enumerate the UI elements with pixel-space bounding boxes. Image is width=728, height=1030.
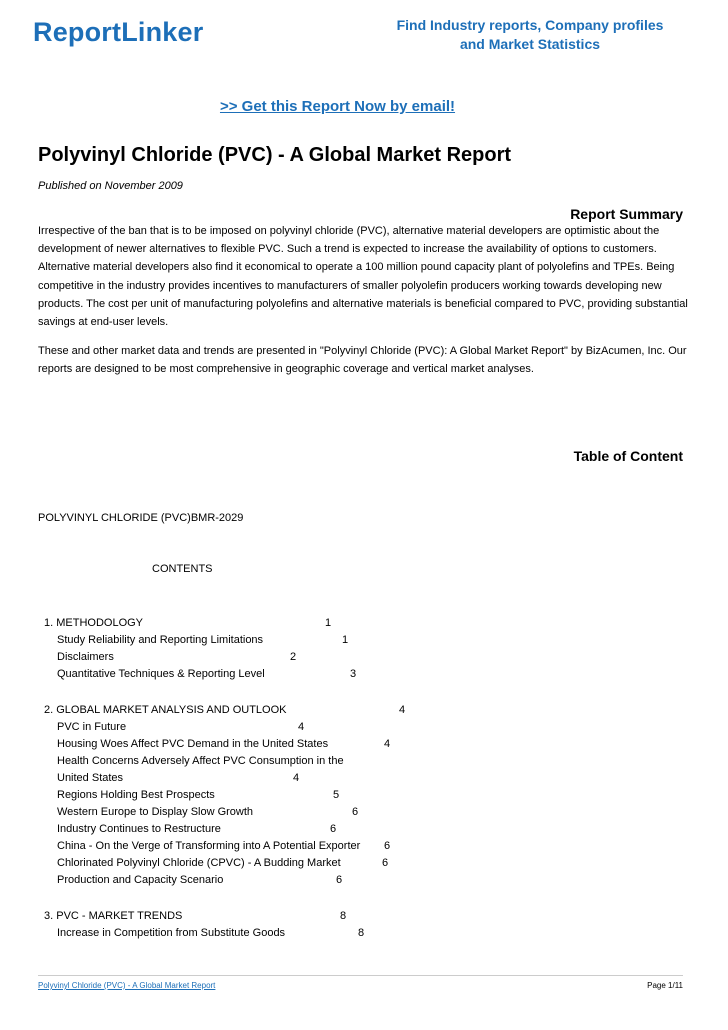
footer-page-number: Page 1/11 [647,981,683,990]
toc-entry: Health Concerns Adversely Affect PVC Consumption in the [57,755,344,767]
toc-entry: Regions Holding Best Prospects [57,789,215,801]
toc-page-number: 6 [330,823,337,835]
report-summary-heading: Report Summary [570,206,683,222]
toc-page-number: 1 [325,617,332,629]
toc-entry: Western Europe to Display Slow Growth [57,806,254,818]
toc-entry: 2. GLOBAL MARKET ANALYSIS AND OUTLOOK [44,704,287,716]
toc-page-number: 6 [352,806,359,818]
reportlinker-logo[interactable]: ReportLinker [33,17,204,47]
footer-divider [38,975,683,976]
tagline-line-2: and Market Statistics [459,36,601,52]
toc-page-number: 1 [342,634,349,646]
toc-entry: PVC in Future [57,721,127,733]
toc-page-number: 4 [384,738,391,750]
toc-entry: Disclaimers [57,651,114,663]
toc-page-number: 8 [358,927,365,939]
toc-entry: 1. METHODOLOGY [44,617,144,629]
toc-entry: Production and Capacity Scenario [57,874,224,886]
toc-page-number: 4 [399,704,406,716]
report-code-line: POLYVINYL CHLORIDE (PVC)BMR-2029 [38,512,244,524]
contents-label: CONTENTS [152,563,213,575]
toc-entry: Chlorinated Polyvinyl Chloride (CPVC) - A Budding Market [57,857,341,869]
toc-page-number: 6 [384,840,391,852]
toc-page-number: 2 [290,651,297,663]
toc-page-number: 3 [350,668,357,680]
toc-page-number: 6 [382,857,389,869]
toc-page-number: 5 [333,789,340,801]
toc-page-number: 4 [293,772,300,784]
toc-entry: Industry Continues to Restructure [57,823,221,835]
summary-paragraph-2: These and other market data and trends are presented in "Polyvinyl Chloride (PVC): A Global Market Report" by BizAcumen, Inc. Our reports are designed to be most comprehensive in geographic coverage and vertical market analyses. [38,345,687,376]
footer-report-link[interactable]: Polyvinyl Chloride (PVC) - A Global Market Report [38,981,216,990]
toc-entry: China - On the Verge of Transforming into A Potential Exporter [57,840,361,852]
table-of-content-heading: Table of Content [573,448,683,464]
toc-page-number: 6 [336,874,343,886]
tagline-line-1: Find Industry reports, Company profiles [396,17,664,33]
toc-page-number: 4 [298,721,305,733]
published-date: Published on November 2009 [38,180,183,192]
toc-entry: Study Reliability and Reporting Limitations [57,634,264,646]
get-report-link[interactable]: >> Get this Report Now by email! [219,98,456,115]
summary-paragraph-1: Irrespective of the ban that is to be imposed on polyvinyl chloride (PVC), alternative material developers are optimistic about the development of newer alternatives to flexible PVC. Such a trend is expected to increase the availability of options to customers. Alternative material developers also find it economical to operate a 100 million pound capacity plant of polyolefins and TPEs. Being competitive in the industry provides incentives to manufacturers of smaller polyolefin producers working towards developing new products. The cost per unit of manufacturing polyolefins and alternative materials is beneficial compared to PVC, providing substantial savings at end-user levels. [38,225,688,329]
report-title: Polyvinyl Chloride (PVC) - A Global Market Report [38,144,512,166]
header-tagline [380,16,680,54]
toc-entry: Housing Woes Affect PVC Demand in the United States [57,738,329,750]
toc-entry: United States [57,772,124,784]
toc-page-number: 8 [340,910,347,922]
toc-entry: Increase in Competition from Substitute Goods [57,927,286,939]
toc-entry: 3. PVC - MARKET TRENDS [44,910,183,922]
toc-entry: Quantitative Techniques & Reporting Level [57,668,265,680]
